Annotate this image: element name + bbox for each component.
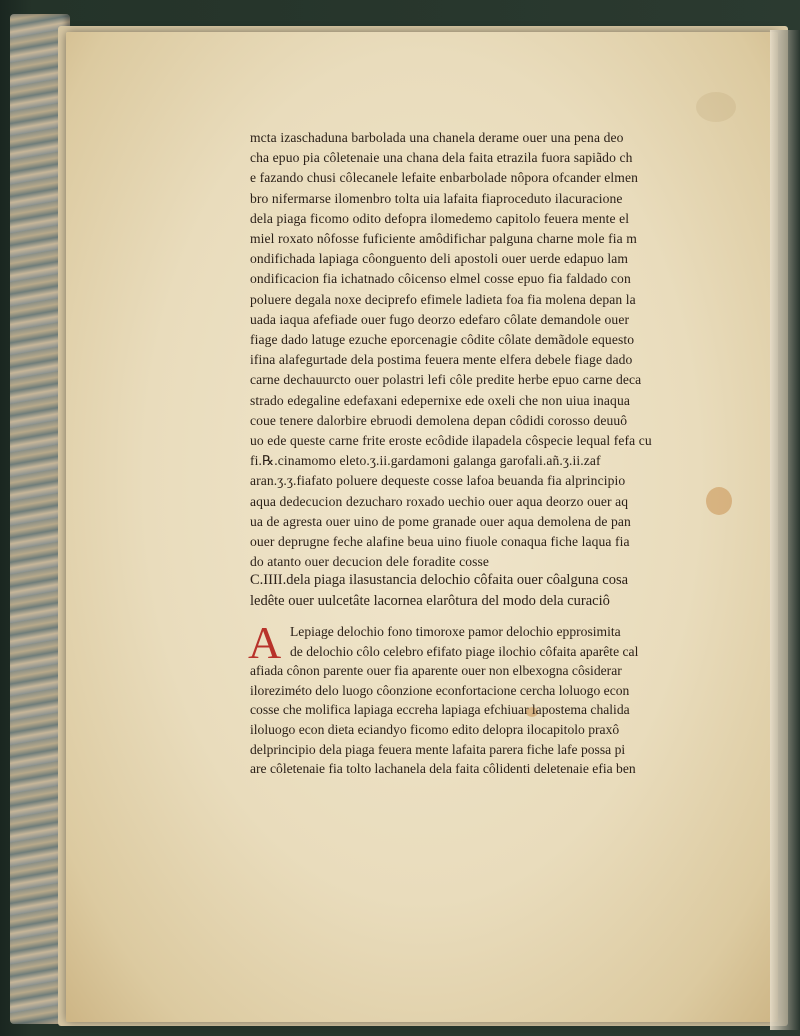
text-line: strado edegaline edefaxani edepernixe ede oxeli che non uiua inaqua <box>250 392 630 408</box>
text-line: iloluogo econ dieta eciandyo ficomo edito delopra ilocapitolo praxô <box>250 721 620 737</box>
text-line: delprincipio dela piaga feuera mente lafaita parera fiche lafe possa pi <box>250 741 626 757</box>
text-line: afiada cônon parente ouer fia aparente ouer non elbexogna côsiderar <box>250 663 622 679</box>
text-line: iloreziméto delo luogo côonzione econfortacione cercha loluogo econ <box>250 682 630 698</box>
text-line: ouer deprugne feche alafine beua uino fiuole conaqua fiche laqua fia <box>250 534 630 550</box>
text-line: cosse che molifica lapiaga eccreha lapiaga efchiuar lapostema chalida <box>250 702 630 718</box>
text-line: bro nifermarse ilomenbro tolta uia lafaita fiaproceduto ilacuracione <box>250 190 623 206</box>
text-line: ifina alafegurtade dela postima feuera mente elfera debele fiage dado <box>250 352 633 368</box>
text-line: poluere degala noxe deciprefo efimele ladieta foa fia molena depan la <box>250 291 636 307</box>
text-line: C.IIII.dela piaga ilasustancia delochio côfaita ouer côalguna cosa <box>250 572 629 588</box>
text-line: fiage dado latuge ezuche eporcenagie côdite côlate demãdole equesto <box>250 332 635 348</box>
text-line: dela piaga ficomo odito defopra ilomedemo capitolo feuera mente el <box>250 210 630 226</box>
text-line: uo ede queste carne frite eroste ecôdide ilapadela côspecie lequal fefa cu <box>250 433 652 449</box>
chapter-paragraph <box>248 617 710 779</box>
main-text-block <box>250 128 710 572</box>
text-line: Lepiage delochio fono timoroxe pamor delochio epprosimita <box>290 624 621 639</box>
text-line: ledête ouer uulcetâte lacornea elarôtura del modo dela curaciô <box>250 593 610 609</box>
text-line: do atanto ouer decucion dele foradite cosse <box>250 554 490 570</box>
text-line: are côletenaie fia tolto lachanela dela faita côlidenti deletenaie efia ben <box>250 761 636 777</box>
text-line: miel roxato nôfosse fuficiente amôdifichar palguna charne mole fia m <box>250 231 637 247</box>
text-line: uada iaqua afefiade ouer fugo deorzo edefaro côlate demandole ouer <box>250 311 630 327</box>
text-line: ua de agresta ouer uino de pome granade ouer aqua demolena de pan <box>250 513 631 529</box>
text-line: carne dechauurcto ouer polastri lefi côle predite herbe epuo carne deca <box>250 372 642 388</box>
text-line: ondifichada lapiaga côonguento deli apostoli ouer uerde edapuo lam <box>250 251 629 267</box>
rubricated-initial: A <box>248 617 282 668</box>
text-line: e fazando chusi côlecanele lefaite enbarbolade nôpora ofcander elmen <box>250 170 638 186</box>
foxing-stain <box>696 92 736 122</box>
text-line: fi.℞.cinamomo eleto.ʒ.ii.gardamoni galanga garofali.añ.ʒ.ii.zaf <box>250 453 601 469</box>
text-line: aran.ʒ.ʒ.fiafato poluere dequeste cosse lafoa beuanda fia alprincipio <box>250 473 626 489</box>
text-line: aqua dedecucion dezucharo roxado uechio ouer aqua deorzo ouer aq <box>250 493 629 509</box>
text-line: mcta izaschaduna barbolada una chanela derame ouer una pena deo <box>250 130 624 145</box>
chapter-heading <box>250 570 710 612</box>
text-line: ondificacion fia ichatnado côicenso elmel cosse epuo fia faldado con <box>250 271 631 287</box>
text-line: coue tenere dalorbire ebruodi demolena depan côdidi corosso deuuô <box>250 412 628 428</box>
text-line: cha epuo pia côletenaie una chana dela faita etrazila fuora sapiãdo ch <box>250 150 633 166</box>
text-line: de delochio côlo celebro efifato piage ilochio côfaita aparête cal <box>290 643 639 659</box>
page-right-edge <box>770 30 800 1030</box>
